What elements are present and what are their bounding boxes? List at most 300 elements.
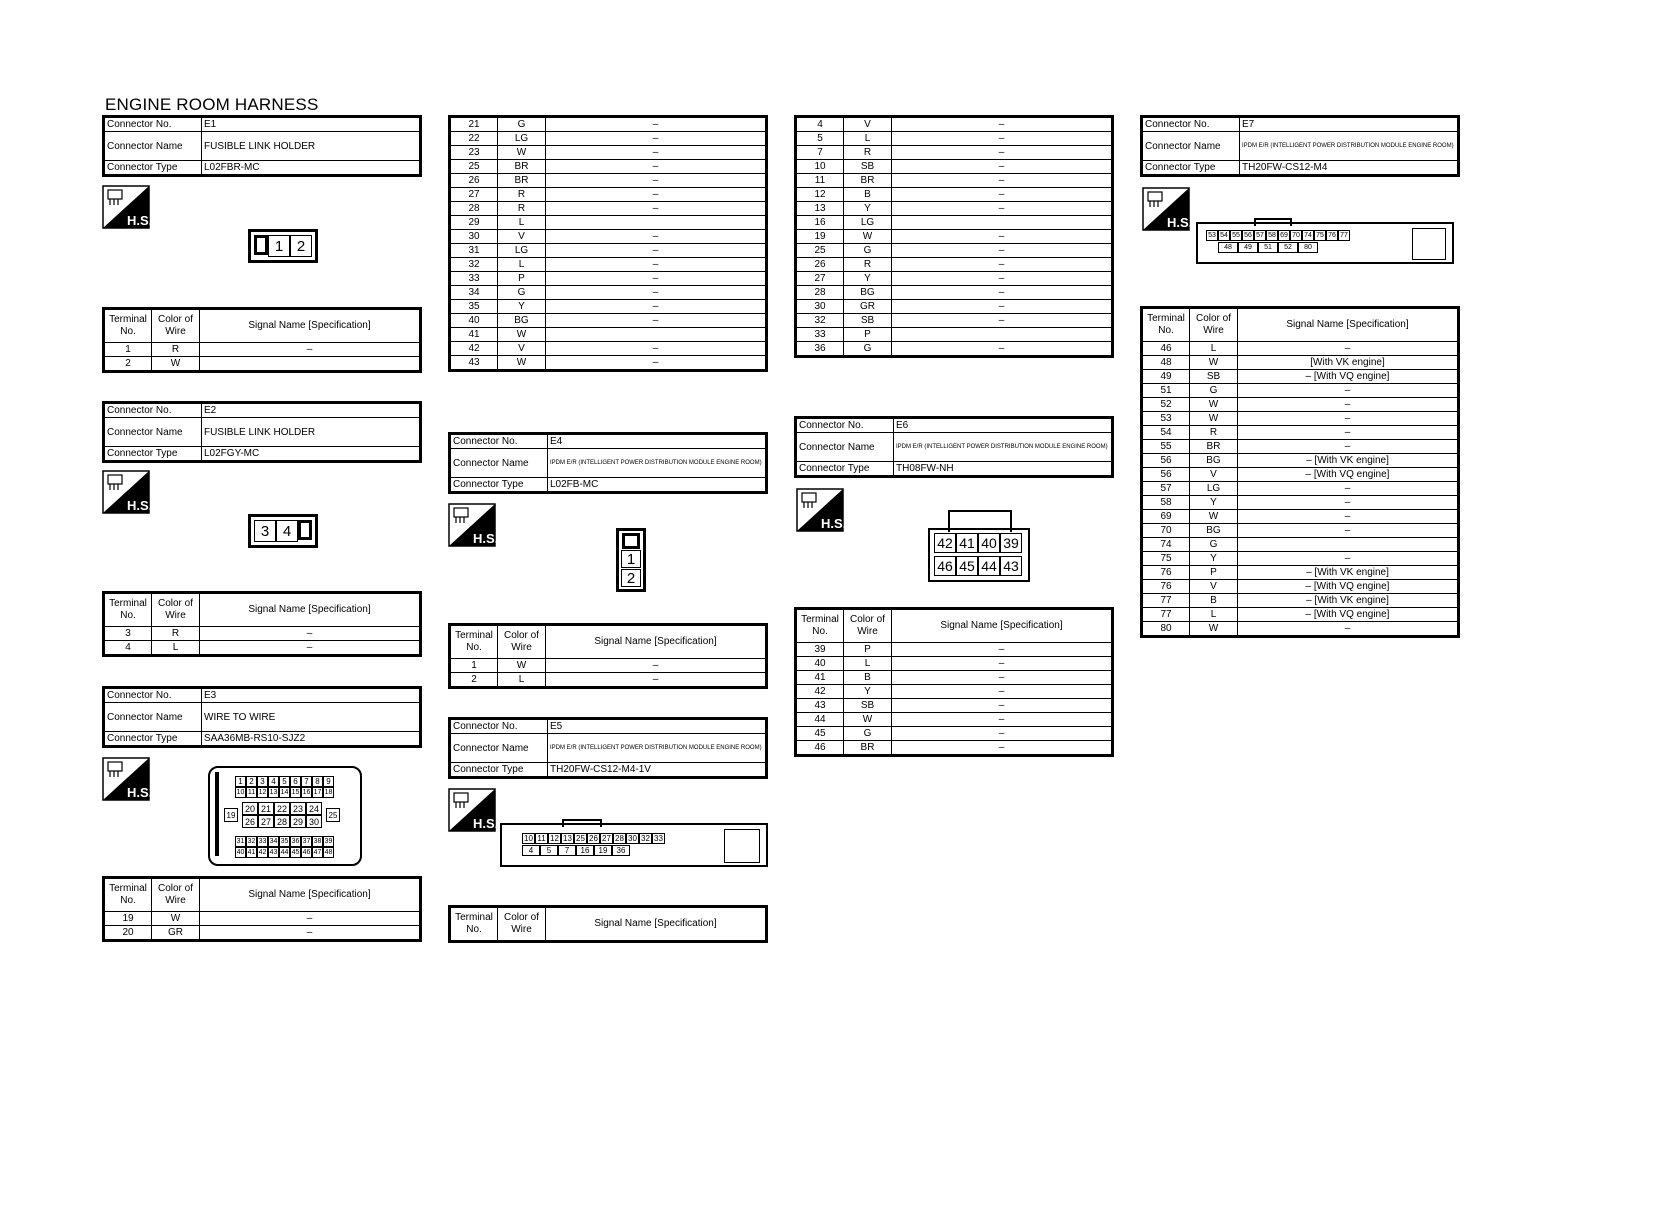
signal-name: – bbox=[892, 342, 1113, 357]
table-row bbox=[450, 230, 767, 244]
wire-color: LG bbox=[844, 216, 892, 230]
col-signal: Signal Name [Specification] bbox=[200, 309, 421, 343]
col-color: Color of Wire bbox=[498, 907, 546, 942]
terminal-no: 70 bbox=[1142, 524, 1190, 538]
pin: 16 bbox=[302, 789, 311, 796]
pin-row bbox=[235, 836, 334, 847]
pin: 45 bbox=[291, 849, 300, 856]
signal-name: – bbox=[892, 671, 1113, 685]
terminal-no: 44 bbox=[796, 713, 844, 727]
e3-pin-table bbox=[102, 876, 422, 942]
terminal-no: 42 bbox=[450, 342, 498, 356]
table-row bbox=[104, 627, 421, 641]
terminal-no: 33 bbox=[450, 272, 498, 286]
signal-name: – bbox=[546, 160, 767, 174]
pin: 44 bbox=[280, 849, 289, 856]
wire-color: L bbox=[498, 673, 546, 688]
pin: 13 bbox=[269, 789, 278, 796]
table-row bbox=[450, 258, 767, 272]
pin: 33 bbox=[652, 833, 665, 844]
pin: 30 bbox=[306, 815, 322, 828]
wire-color: L bbox=[498, 216, 546, 230]
e3-type: SAA36MB-RS10-SJZ2 bbox=[202, 732, 421, 747]
wire-color: P bbox=[844, 328, 892, 342]
table-row bbox=[450, 673, 767, 688]
table-row bbox=[104, 343, 421, 357]
wire-color: Y bbox=[844, 202, 892, 216]
e3-info bbox=[102, 686, 422, 748]
wire-color: SB bbox=[1190, 370, 1238, 384]
e5-type: TH20FW-CS12-M4-1V bbox=[548, 763, 767, 778]
pin: 10 bbox=[522, 833, 535, 844]
hs-label: H.S. bbox=[821, 516, 844, 531]
terminal-no: 30 bbox=[796, 300, 844, 314]
signal-name: – [With VQ engine] bbox=[1238, 608, 1459, 622]
table-row bbox=[450, 244, 767, 258]
pin: 6 bbox=[290, 776, 301, 787]
col-terminal: Terminal No. bbox=[104, 309, 152, 343]
e5-pin-table bbox=[448, 905, 768, 943]
col-signal: Signal Name [Specification] bbox=[546, 907, 767, 942]
pin: 39 bbox=[324, 838, 333, 845]
table-row bbox=[450, 202, 767, 216]
wire-color: L bbox=[844, 657, 892, 671]
housing bbox=[1412, 228, 1446, 260]
signal-name: – bbox=[1238, 524, 1459, 538]
wire-color: W bbox=[1190, 622, 1238, 637]
hs-icon bbox=[796, 488, 844, 532]
wire-color: R bbox=[498, 188, 546, 202]
terminal-no: 43 bbox=[796, 699, 844, 713]
terminal-no: 7 bbox=[796, 146, 844, 160]
table-row bbox=[450, 160, 767, 174]
table-row bbox=[450, 328, 767, 342]
pin: 29 bbox=[290, 815, 306, 828]
wire-color: BG bbox=[498, 314, 546, 328]
hs-symbol bbox=[448, 503, 496, 547]
signal-name: – bbox=[892, 699, 1113, 713]
terminal-no: 46 bbox=[1142, 342, 1190, 356]
pin: 9 bbox=[323, 776, 334, 787]
wire-color: R bbox=[844, 146, 892, 160]
pin: 24 bbox=[306, 802, 322, 815]
terminal-no: 57 bbox=[1142, 482, 1190, 496]
signal-name: – bbox=[892, 244, 1113, 258]
signal-name bbox=[892, 216, 1113, 230]
label: Connector Type bbox=[450, 478, 548, 493]
table-row bbox=[1142, 398, 1459, 412]
terminal-no: 56 bbox=[1142, 454, 1190, 468]
pin-row bbox=[235, 776, 334, 787]
e7-connector-diagram bbox=[1196, 222, 1454, 264]
table-row bbox=[450, 216, 767, 230]
table-row bbox=[1142, 468, 1459, 482]
pin: 19 bbox=[224, 808, 238, 822]
pin: 12 bbox=[548, 833, 561, 844]
hs-symbol bbox=[1142, 187, 1190, 231]
table-row bbox=[450, 659, 767, 673]
e7-type: TH20FW-CS12-M4 bbox=[1240, 161, 1459, 176]
signal-name bbox=[200, 357, 421, 372]
pin: 32 bbox=[639, 833, 652, 844]
table-row bbox=[450, 132, 767, 146]
e6-type: TH08FW-NH bbox=[894, 462, 1113, 477]
table-row bbox=[1142, 356, 1459, 370]
pin-row bbox=[934, 533, 1022, 553]
terminal-no: 22 bbox=[450, 132, 498, 146]
wire-color: W bbox=[152, 912, 200, 926]
terminal-no: 39 bbox=[796, 643, 844, 657]
signal-name bbox=[1238, 538, 1459, 552]
wire-color: Y bbox=[1190, 496, 1238, 510]
table-row bbox=[796, 244, 1113, 258]
e6-no: E6 bbox=[894, 418, 1113, 433]
signal-name: – bbox=[892, 117, 1113, 132]
pin: 23 bbox=[290, 802, 306, 815]
pin: 39 bbox=[1000, 533, 1022, 553]
e6-info bbox=[794, 416, 1114, 478]
signal-name: – [With VK engine] bbox=[1238, 594, 1459, 608]
wire-color: G bbox=[844, 244, 892, 258]
signal-name: – bbox=[1238, 622, 1459, 637]
label: Connector No. bbox=[450, 434, 548, 449]
e1-name: FUSIBLE LINK HOLDER bbox=[202, 132, 421, 161]
e2-info bbox=[102, 401, 422, 463]
wire-color: SB bbox=[844, 699, 892, 713]
terminal-no: 51 bbox=[1142, 384, 1190, 398]
terminal-no: 76 bbox=[1142, 566, 1190, 580]
terminal-no: 10 bbox=[796, 160, 844, 174]
signal-name: – [With VK engine] bbox=[1238, 566, 1459, 580]
wire-color: P bbox=[498, 272, 546, 286]
table-row bbox=[796, 727, 1113, 741]
table-row bbox=[796, 272, 1113, 286]
table-row bbox=[1142, 510, 1459, 524]
label: Connector Type bbox=[104, 161, 202, 176]
pin-row bbox=[235, 787, 334, 798]
wire-color: BR bbox=[498, 160, 546, 174]
wire-color: BR bbox=[498, 174, 546, 188]
signal-name: – bbox=[546, 132, 767, 146]
terminal-no: 40 bbox=[450, 314, 498, 328]
signal-name: – bbox=[1238, 412, 1459, 426]
terminal-no: 34 bbox=[450, 286, 498, 300]
table-row bbox=[796, 657, 1113, 671]
e1-info bbox=[102, 115, 422, 177]
table-row bbox=[796, 328, 1113, 342]
table-row bbox=[796, 300, 1113, 314]
latch bbox=[254, 235, 268, 255]
table-row bbox=[796, 314, 1113, 328]
pin: 75 bbox=[1314, 230, 1326, 241]
terminal-no: 45 bbox=[796, 727, 844, 741]
pin: 19 bbox=[594, 845, 612, 856]
pin: 74 bbox=[1302, 230, 1314, 241]
hs-symbol bbox=[102, 185, 150, 229]
col-color: Color of Wire bbox=[152, 593, 200, 627]
pin-row bbox=[522, 845, 630, 856]
pin: 5 bbox=[540, 845, 558, 856]
table-row bbox=[450, 356, 767, 371]
terminal-no: 2 bbox=[104, 357, 152, 372]
pin: 43 bbox=[269, 849, 278, 856]
e1-pin-table bbox=[102, 307, 422, 373]
pin: 5 bbox=[279, 776, 290, 787]
terminal-no: 32 bbox=[796, 314, 844, 328]
wire-color: P bbox=[844, 643, 892, 657]
terminal-no: 28 bbox=[450, 202, 498, 216]
signal-name: – bbox=[546, 117, 767, 132]
terminal-no: 26 bbox=[450, 174, 498, 188]
signal-name: – bbox=[546, 202, 767, 216]
hs-symbol bbox=[448, 788, 496, 832]
terminal-no: 80 bbox=[1142, 622, 1190, 637]
wire-color: Y bbox=[498, 300, 546, 314]
table-row bbox=[1142, 482, 1459, 496]
pin: 76 bbox=[1326, 230, 1338, 241]
table-row bbox=[1142, 566, 1459, 580]
pin: 21 bbox=[258, 802, 274, 815]
table-row bbox=[796, 146, 1113, 160]
pin: 11 bbox=[535, 833, 548, 844]
label: Connector Type bbox=[104, 732, 202, 747]
e1-connector-diagram bbox=[248, 229, 318, 263]
signal-name: – bbox=[892, 727, 1113, 741]
pin: 49 bbox=[1238, 242, 1258, 253]
pin-row bbox=[1206, 230, 1350, 241]
terminal-no: 2 bbox=[450, 673, 498, 688]
pin: 4 bbox=[276, 520, 298, 542]
latch bbox=[298, 520, 312, 540]
pin: 69 bbox=[1278, 230, 1290, 241]
wire-color: R bbox=[152, 343, 200, 357]
table-row bbox=[796, 643, 1113, 657]
col-terminal: Terminal No. bbox=[796, 609, 844, 643]
signal-name: – bbox=[892, 132, 1113, 146]
pin-row bbox=[1218, 242, 1318, 253]
signal-name: – [With VQ engine] bbox=[1238, 370, 1459, 384]
pin: 25 bbox=[574, 833, 587, 844]
wire-color: W bbox=[152, 357, 200, 372]
wire-color: V bbox=[844, 117, 892, 132]
wire-color: V bbox=[1190, 468, 1238, 482]
hs-icon bbox=[1142, 187, 1190, 231]
col-color: Color of Wire bbox=[1190, 308, 1238, 342]
e5-name: IPDM E/R (INTELLIGENT POWER DISTRIBUTION MODULE ENGINE ROOM) bbox=[548, 734, 767, 763]
wire-color: LG bbox=[1190, 482, 1238, 496]
col-terminal: Terminal No. bbox=[450, 907, 498, 942]
label: Connector Type bbox=[796, 462, 894, 477]
pin: 36 bbox=[612, 845, 630, 856]
wire-color: B bbox=[1190, 594, 1238, 608]
label: Connector No. bbox=[450, 719, 548, 734]
pin: 42 bbox=[258, 849, 267, 856]
signal-name: – bbox=[200, 343, 421, 357]
pin: 36 bbox=[291, 838, 300, 845]
wire-color: G bbox=[1190, 538, 1238, 552]
pin: 56 bbox=[1242, 230, 1254, 241]
hs-icon bbox=[102, 757, 150, 801]
hs-label: H.S. bbox=[127, 498, 150, 513]
wire-color: L bbox=[1190, 608, 1238, 622]
table-row bbox=[1142, 524, 1459, 538]
table-row bbox=[1142, 454, 1459, 468]
signal-name: – bbox=[1238, 342, 1459, 356]
terminal-no: 48 bbox=[1142, 356, 1190, 370]
col-color: Color of Wire bbox=[152, 309, 200, 343]
e7-no: E7 bbox=[1240, 117, 1459, 132]
terminal-no: 30 bbox=[450, 230, 498, 244]
col-terminal: Terminal No. bbox=[104, 593, 152, 627]
pin: 13 bbox=[561, 833, 574, 844]
table-row bbox=[796, 713, 1113, 727]
wire-color: V bbox=[498, 230, 546, 244]
pin: 30 bbox=[626, 833, 639, 844]
wire-color: SB bbox=[844, 160, 892, 174]
table-row bbox=[1142, 552, 1459, 566]
table-row bbox=[1142, 412, 1459, 426]
pin: 2 bbox=[621, 569, 641, 587]
col-signal: Signal Name [Specification] bbox=[546, 625, 767, 659]
pin: 1 bbox=[235, 776, 246, 787]
signal-name: – bbox=[546, 188, 767, 202]
pin: 7 bbox=[558, 845, 576, 856]
signal-name: – bbox=[546, 659, 767, 673]
label: Connector Name bbox=[1142, 132, 1240, 161]
pin: 14 bbox=[280, 789, 289, 796]
pin-row bbox=[522, 833, 665, 844]
wire-color: BR bbox=[844, 174, 892, 188]
table-row bbox=[450, 174, 767, 188]
terminal-no: 58 bbox=[1142, 496, 1190, 510]
table-row bbox=[450, 286, 767, 300]
wire-color: R bbox=[152, 627, 200, 641]
table-row bbox=[104, 912, 421, 926]
pin: 7 bbox=[301, 776, 312, 787]
terminal-no: 41 bbox=[450, 328, 498, 342]
label: Connector Type bbox=[450, 763, 548, 778]
pin: 25 bbox=[326, 808, 340, 822]
latch bbox=[215, 772, 219, 856]
wire-color: L bbox=[152, 641, 200, 656]
wire-color: Y bbox=[844, 685, 892, 699]
table-row bbox=[796, 230, 1113, 244]
wire-color: G bbox=[498, 117, 546, 132]
signal-name: – bbox=[546, 300, 767, 314]
table-row bbox=[796, 188, 1113, 202]
table-row bbox=[450, 272, 767, 286]
terminal-no: 41 bbox=[796, 671, 844, 685]
col-color: Color of Wire bbox=[844, 609, 892, 643]
terminal-no: 1 bbox=[450, 659, 498, 673]
pin: 38 bbox=[313, 838, 322, 845]
signal-name: – bbox=[546, 356, 767, 371]
pin: 43 bbox=[1000, 556, 1022, 576]
table-row bbox=[450, 314, 767, 328]
signal-name: – bbox=[1238, 482, 1459, 496]
pin: 4 bbox=[522, 845, 540, 856]
e6-connector-diagram bbox=[928, 510, 1030, 582]
signal-name: – bbox=[892, 657, 1113, 671]
e4-no: E4 bbox=[548, 434, 767, 449]
wire-color: R bbox=[844, 258, 892, 272]
pin: 4 bbox=[268, 776, 279, 787]
col-terminal: Terminal No. bbox=[1142, 308, 1190, 342]
latch bbox=[1254, 218, 1292, 226]
hs-icon bbox=[102, 470, 150, 514]
label: Connector Type bbox=[104, 447, 202, 462]
signal-name: – bbox=[546, 673, 767, 688]
latch bbox=[562, 819, 602, 827]
pin: 2 bbox=[290, 235, 312, 257]
signal-name: [With VK engine] bbox=[1238, 356, 1459, 370]
e5-info bbox=[448, 717, 768, 779]
terminal-no: 31 bbox=[450, 244, 498, 258]
e1-no: E1 bbox=[202, 117, 421, 132]
e4-connector-diagram bbox=[616, 528, 646, 592]
hs-symbol bbox=[102, 757, 150, 801]
table-row bbox=[796, 286, 1113, 300]
pin: 41 bbox=[956, 533, 978, 553]
signal-name: – bbox=[546, 146, 767, 160]
terminal-no: 11 bbox=[796, 174, 844, 188]
signal-name: – bbox=[892, 272, 1113, 286]
terminal-no: 55 bbox=[1142, 440, 1190, 454]
terminal-no: 29 bbox=[450, 216, 498, 230]
signal-name bbox=[546, 328, 767, 342]
e4-info bbox=[448, 432, 768, 494]
label: Connector No. bbox=[104, 117, 202, 132]
e4-pin-table bbox=[448, 623, 768, 689]
label: Connector Type bbox=[1142, 161, 1240, 176]
pin: 26 bbox=[587, 833, 600, 844]
pin: 12 bbox=[258, 789, 267, 796]
hs-label: H.S. bbox=[127, 785, 150, 800]
table-row bbox=[1142, 538, 1459, 552]
wire-color: W bbox=[1190, 412, 1238, 426]
signal-name: – bbox=[546, 230, 767, 244]
col-terminal: Terminal No. bbox=[450, 625, 498, 659]
pin: 42 bbox=[934, 533, 956, 553]
terminal-no: 74 bbox=[1142, 538, 1190, 552]
table-row bbox=[796, 685, 1113, 699]
signal-name: – [With VQ engine] bbox=[1238, 468, 1459, 482]
pin: 52 bbox=[1278, 242, 1298, 253]
wire-color: B bbox=[844, 188, 892, 202]
hs-label: H.S. bbox=[1167, 215, 1190, 230]
e2-pin-table bbox=[102, 591, 422, 657]
pin: 18 bbox=[324, 789, 333, 796]
wire-color: L bbox=[844, 132, 892, 146]
signal-name: – bbox=[1238, 496, 1459, 510]
signal-name: – bbox=[892, 174, 1113, 188]
signal-name: – bbox=[892, 230, 1113, 244]
wire-color: V bbox=[1190, 580, 1238, 594]
wire-color: W bbox=[1190, 510, 1238, 524]
table-row bbox=[1142, 384, 1459, 398]
table-row bbox=[104, 926, 421, 941]
pin: 48 bbox=[1218, 242, 1238, 253]
table-row bbox=[1142, 580, 1459, 594]
table-row bbox=[104, 357, 421, 372]
table-row bbox=[796, 160, 1113, 174]
signal-name: – bbox=[892, 643, 1113, 657]
e3-connector-diagram bbox=[208, 766, 362, 866]
signal-name: – bbox=[1238, 384, 1459, 398]
col-color: Color of Wire bbox=[152, 878, 200, 912]
wire-color: W bbox=[1190, 398, 1238, 412]
hs-label: H.S. bbox=[127, 213, 150, 228]
